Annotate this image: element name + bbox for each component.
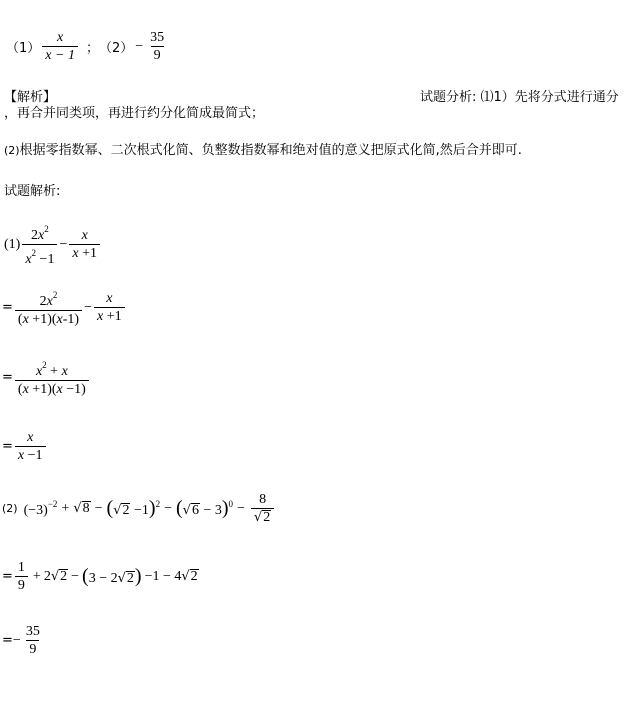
solution-step-4 — [2, 430, 48, 463]
step-2-fraction-b — [94, 291, 125, 324]
fraction-numerator: 35 — [150, 30, 165, 45]
fraction-denominator: 9 — [151, 46, 164, 63]
analysis-intro-continued: ，再合并同类项，再进行约分化简成最简式； — [4, 106, 265, 121]
solution-part-2-step-2 — [2, 560, 202, 593]
fraction-numerator: $2x^2$ — [39, 290, 58, 309]
fraction-one-ninth — [15, 560, 28, 593]
fraction-denominator: x − 1 — [42, 46, 78, 63]
expr-term-3: (3 − 2√2) — [82, 565, 142, 587]
solution-part-2-final — [2, 624, 45, 657]
solution-step-1 — [4, 222, 102, 267]
fraction-denominator: $x^2 -1$ — [22, 244, 57, 267]
fraction-numerator: 8 — [259, 492, 267, 507]
answer-part2-sign: − — [135, 38, 144, 54]
answer-part1-label: （1） — [6, 41, 41, 56]
solution-step-2 — [2, 288, 127, 327]
expr-term-2: √8 — [73, 500, 90, 516]
fraction-numerator: 35 — [25, 624, 40, 639]
minus-sign: − — [59, 236, 68, 252]
fraction-denominator: 9 — [15, 576, 28, 593]
solution-part-2 — [2, 492, 276, 525]
equals-sign: = — [2, 439, 13, 454]
fraction-denominator: x +1 — [94, 307, 125, 324]
fraction-denominator: (x +1)(x −1) — [15, 380, 89, 397]
fraction-numerator: $x^2 + x$ — [35, 360, 68, 379]
expr-term-3: $(√2 -1)^2$ — [106, 497, 161, 519]
minus-sign: − — [94, 500, 103, 516]
fraction-numerator: x — [57, 30, 64, 45]
fraction-denominator: √2 — [251, 508, 274, 525]
step-1-fraction-a — [22, 222, 57, 267]
expr-term-4: $(√6 - 3)^0$ — [175, 497, 234, 519]
minus-sign: − — [71, 568, 80, 584]
expr-term-2: 2√2 — [43, 568, 68, 584]
step-4-fraction — [15, 430, 46, 463]
fraction-numerator: $2x^2$ — [31, 224, 49, 243]
fraction-numerator: x — [27, 430, 34, 445]
equals-sign: = — [2, 300, 13, 315]
analysis-item-2 — [4, 139, 522, 158]
plus-sign: + — [32, 568, 41, 584]
equals-sign: = — [2, 569, 13, 584]
minus-sign: − — [164, 500, 172, 516]
expr-tail: −1 − 4√2 — [144, 568, 198, 584]
answer-part1-fraction — [42, 30, 78, 63]
fraction-numerator: 1 — [17, 560, 25, 575]
fraction-denominator: x +1 — [69, 244, 100, 261]
minus-sign: − — [12, 632, 21, 648]
part-2-label: (2) — [2, 502, 18, 515]
answer-line — [6, 30, 169, 63]
step-3-fraction — [15, 358, 89, 397]
answer-part2-fraction — [147, 30, 167, 63]
minus-sign: − — [237, 500, 245, 516]
fraction-numerator: x — [81, 228, 88, 243]
analysis-item-2-text: 根据零指数幂、二次根式化简、负整数指数幂和绝对值的意义把原式化简,然后合并即可. — [19, 143, 522, 158]
fraction-denominator: (x +1)(x-1) — [15, 310, 82, 327]
step-1-fraction-b — [69, 228, 100, 261]
minus-sign: − — [84, 299, 92, 315]
fraction-denominator: x −1 — [15, 446, 46, 463]
equals-sign: = — [2, 370, 13, 385]
solution-step-3 — [2, 358, 91, 397]
analysis-heading: 【解析】 — [4, 90, 57, 105]
step-2-fraction-a — [15, 288, 82, 327]
fraction-denominator: 9 — [26, 640, 39, 657]
final-fraction — [23, 624, 43, 657]
step-1-label: (1) — [4, 236, 21, 252]
equals-sign: = — [2, 633, 13, 648]
analysis-item-2-number: (2) — [4, 144, 20, 157]
fraction-numerator: x — [106, 291, 113, 306]
expr-term-5-fraction — [251, 492, 274, 525]
plus-sign: + — [61, 500, 70, 516]
expr-term-1: $(-3)^{-2}$ — [23, 498, 58, 518]
solution-label: 试题解析: — [4, 184, 61, 199]
analysis-intro-right: 试题分析: ⑴1）先将分式进行通分 — [420, 90, 619, 105]
answer-part2-label: （2） — [98, 41, 134, 56]
answer-separator: ； — [85, 41, 99, 56]
